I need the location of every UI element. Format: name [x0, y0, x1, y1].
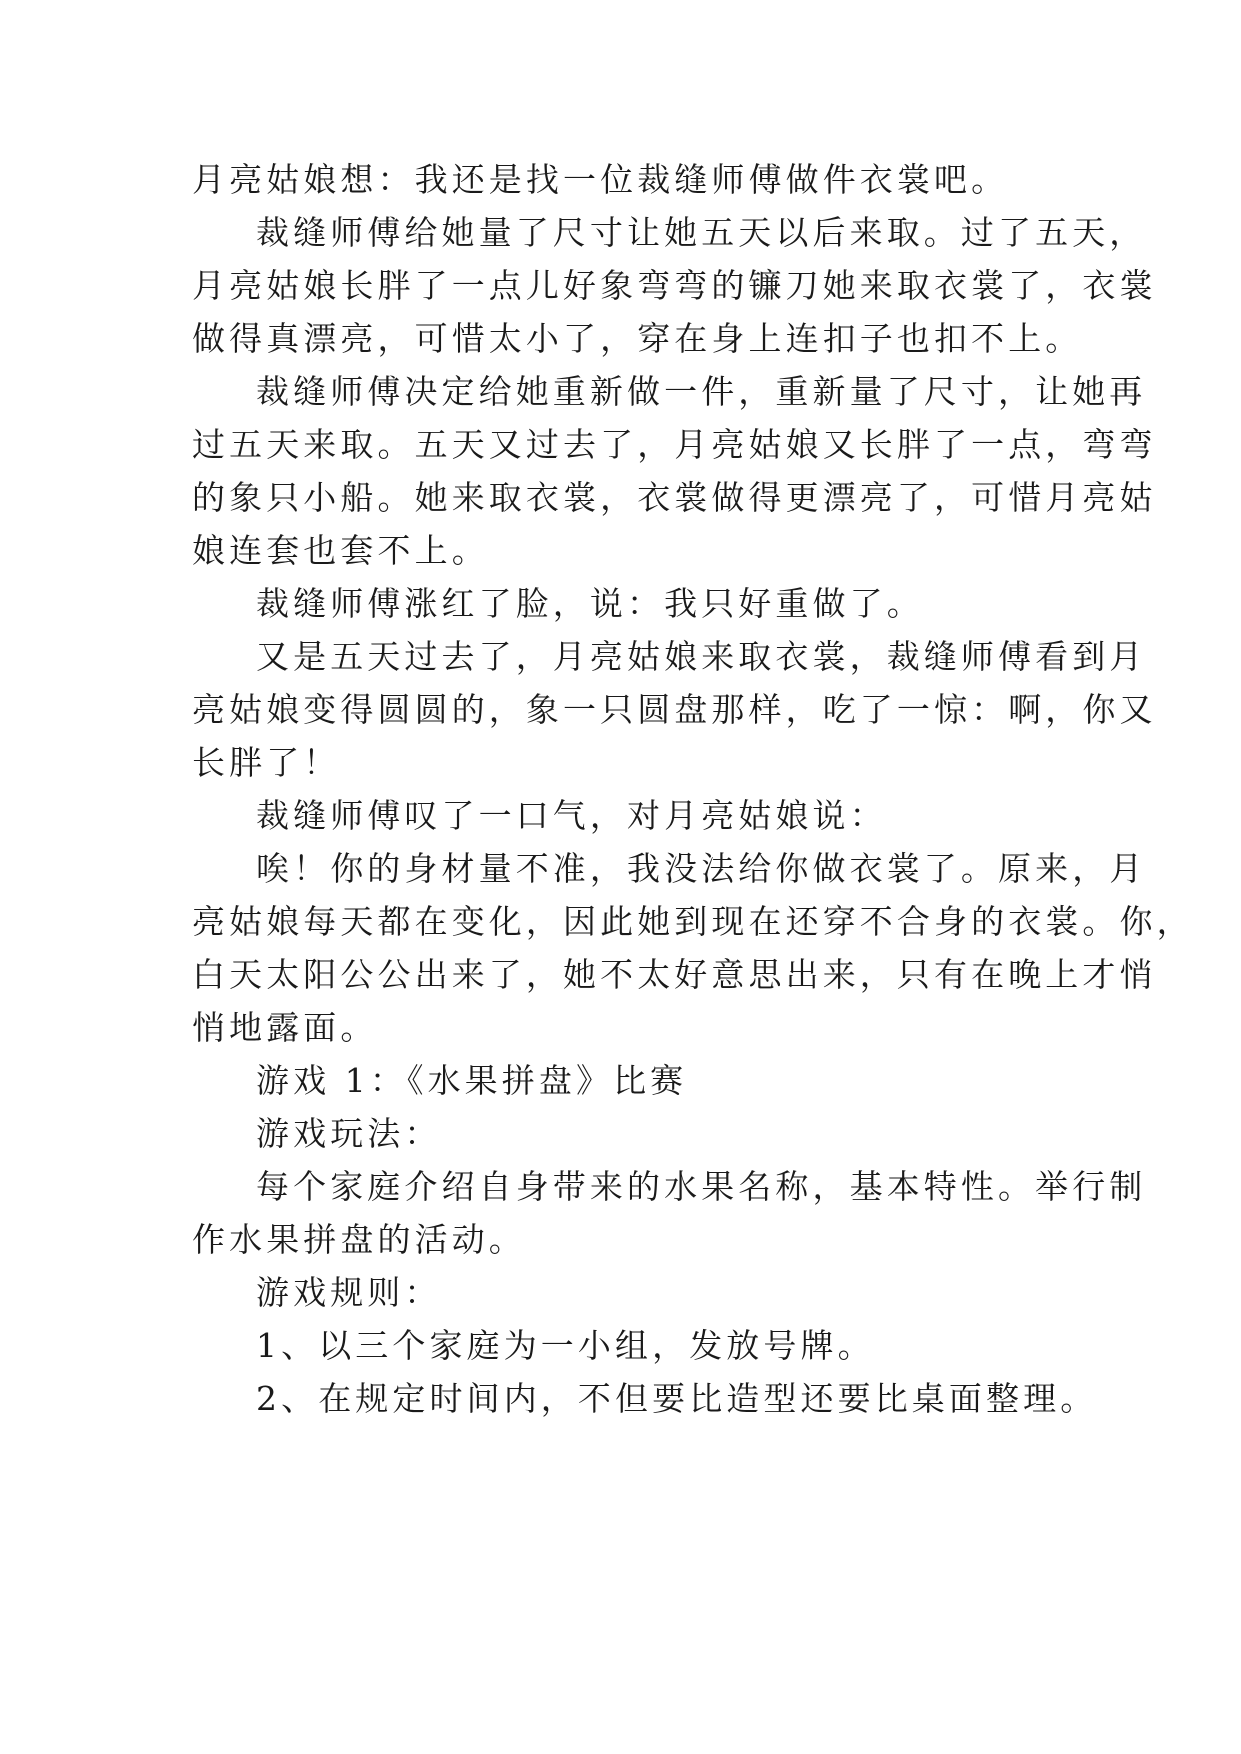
text-line: 游戏规则：: [256, 1273, 442, 1312]
list-item: 1、以三个家庭为一小组，发放号牌。: [256, 1326, 875, 1365]
text-line: 月亮姑娘长胖了一点儿好象弯弯的镰刀她来取衣裳了，衣裳: [192, 266, 1157, 305]
text-line: 的象只小船。她来取衣裳，衣裳做得更漂亮了，可惜月亮姑: [192, 478, 1157, 517]
text-line: 裁缝师傅决定给她重新做一件，重新量了尺寸，让她再: [256, 372, 1147, 411]
text-line: 又是五天过去了，月亮姑娘来取衣裳，裁缝师傅看到月: [256, 637, 1147, 676]
text-line: 亮姑娘每天都在变化，因此她到现在还穿不合身的衣裳。你，: [192, 902, 1194, 941]
section-heading: 游戏 1：《水果拼盘》比赛: [256, 1061, 688, 1100]
text-line: 长胖了！: [192, 743, 341, 782]
text-line: 每个家庭介绍自身带来的水果名称，基本特性。举行制: [256, 1167, 1147, 1206]
text-line: 娘连套也套不上。: [192, 531, 489, 570]
text-line: 裁缝师傅涨红了脸，说：我只好重做了。: [256, 584, 924, 623]
text-line: 游戏玩法：: [256, 1114, 442, 1153]
list-item: 2、在规定时间内，不但要比造型还要比桌面整理。: [256, 1379, 1098, 1418]
text-line: 过五天来取。五天又过去了，月亮姑娘又长胖了一点，弯弯: [192, 425, 1157, 464]
text-line: 裁缝师傅叹了一口气，对月亮姑娘说：: [256, 796, 887, 835]
text-line: 作水果拼盘的活动。: [192, 1220, 526, 1259]
text-line: 唉！你的身材量不准，我没法给你做衣裳了。原来，月: [256, 849, 1147, 888]
text-line: 月亮姑娘想：我还是找一位裁缝师傅做件衣裳吧。: [192, 160, 1009, 199]
text-line: 做得真漂亮，可惜太小了，穿在身上连扣子也扣不上。: [192, 319, 1083, 358]
text-line: 悄地露面。: [192, 1008, 378, 1047]
text-line: 亮姑娘变得圆圆的，象一只圆盘那样，吃了一惊：啊，你又: [192, 690, 1157, 729]
text-line: 白天太阳公公出来了，她不太好意思出来，只有在晚上才悄: [192, 955, 1157, 994]
text-line: 裁缝师傅给她量了尺寸让她五天以后来取。过了五天，: [256, 213, 1147, 252]
